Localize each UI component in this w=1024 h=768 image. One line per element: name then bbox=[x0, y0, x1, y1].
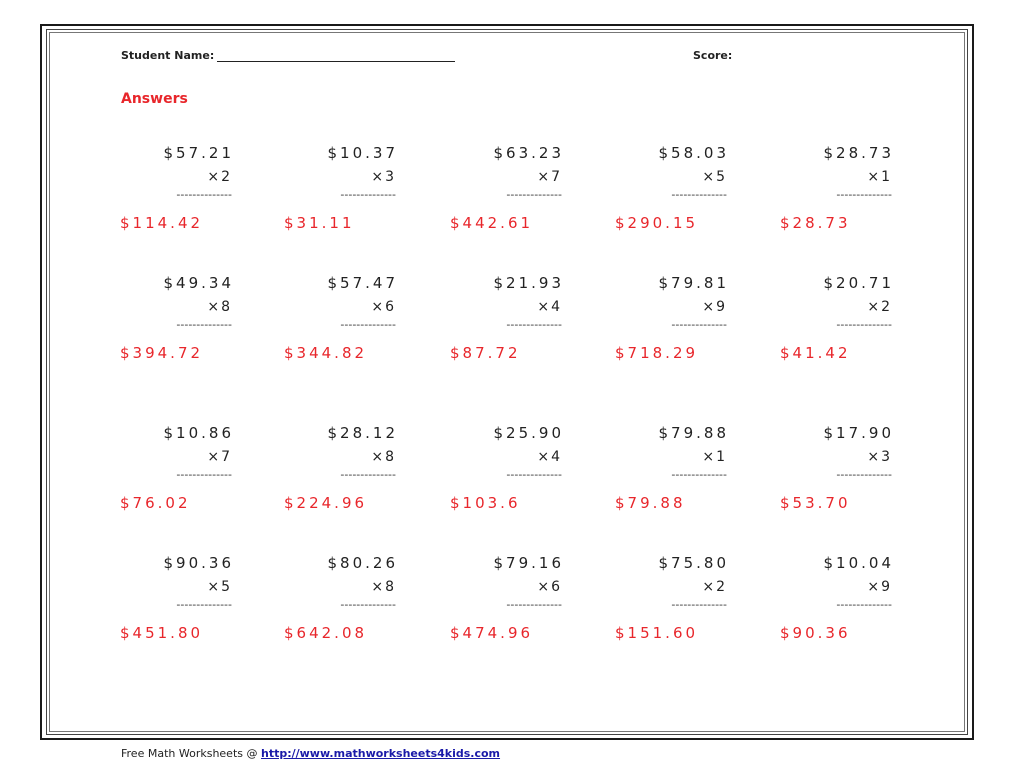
problem-multiplier: ×8 bbox=[371, 579, 396, 595]
problem-divider: -------------- bbox=[836, 468, 892, 481]
problem-amount: $57.47 bbox=[327, 274, 398, 292]
problem-amount: $10.86 bbox=[163, 424, 234, 442]
problem-multiplier: ×8 bbox=[207, 299, 232, 315]
problem-item bbox=[615, 554, 745, 654]
problem-divider: -------------- bbox=[506, 318, 562, 331]
problem-answer: $87.72 bbox=[450, 344, 521, 362]
problem-multiplier: ×3 bbox=[867, 449, 892, 465]
problem-answer: $76.02 bbox=[120, 494, 191, 512]
problem-answer: $31.11 bbox=[284, 214, 355, 232]
problem-multiplier: ×2 bbox=[867, 299, 892, 315]
problem-item bbox=[284, 144, 414, 244]
problem-multiplier: ×3 bbox=[371, 169, 396, 185]
problem-divider: -------------- bbox=[836, 188, 892, 201]
problem-multiplier: ×8 bbox=[371, 449, 396, 465]
problem-divider: -------------- bbox=[836, 598, 892, 611]
problem-multiplier: ×5 bbox=[702, 169, 727, 185]
problem-item bbox=[780, 274, 910, 374]
problem-amount: $20.71 bbox=[823, 274, 894, 292]
problem-divider: -------------- bbox=[340, 188, 396, 201]
problem-answer: $451.80 bbox=[120, 624, 204, 642]
problem-answer: $718.29 bbox=[615, 344, 699, 362]
problem-amount: $28.12 bbox=[327, 424, 398, 442]
problem-divider: -------------- bbox=[836, 318, 892, 331]
problem-answer: $394.72 bbox=[120, 344, 204, 362]
problem-amount: $79.88 bbox=[658, 424, 729, 442]
problem-amount: $17.90 bbox=[823, 424, 894, 442]
problem-answer: $90.36 bbox=[780, 624, 851, 642]
problem-item bbox=[284, 424, 414, 524]
problem-answer: $53.70 bbox=[780, 494, 851, 512]
problem-answer: $79.88 bbox=[615, 494, 686, 512]
answers-title: Answers bbox=[121, 91, 188, 107]
footer bbox=[121, 747, 500, 760]
problem-item bbox=[450, 424, 580, 524]
problem-item bbox=[120, 144, 250, 244]
problem-item bbox=[780, 144, 910, 244]
problem-divider: -------------- bbox=[176, 188, 232, 201]
problem-divider: -------------- bbox=[340, 598, 396, 611]
problem-multiplier: ×1 bbox=[702, 449, 727, 465]
problem-answer: $28.73 bbox=[780, 214, 851, 232]
problem-item bbox=[120, 274, 250, 374]
problem-multiplier: ×1 bbox=[867, 169, 892, 185]
problem-divider: -------------- bbox=[176, 598, 232, 611]
problem-divider: -------------- bbox=[340, 468, 396, 481]
problem-divider: -------------- bbox=[506, 598, 562, 611]
student-name-line bbox=[217, 51, 455, 62]
problem-divider: -------------- bbox=[506, 468, 562, 481]
problem-amount: $21.93 bbox=[493, 274, 564, 292]
problem-divider: -------------- bbox=[671, 318, 727, 331]
problem-amount: $79.81 bbox=[658, 274, 729, 292]
problem-multiplier: ×4 bbox=[537, 449, 562, 465]
problem-amount: $49.34 bbox=[163, 274, 234, 292]
problem-amount: $63.23 bbox=[493, 144, 564, 162]
problem-multiplier: ×2 bbox=[702, 579, 727, 595]
problem-multiplier: ×4 bbox=[537, 299, 562, 315]
problem-item bbox=[450, 274, 580, 374]
problem-item bbox=[284, 554, 414, 654]
problem-answer: $344.82 bbox=[284, 344, 368, 362]
problem-amount: $25.90 bbox=[493, 424, 564, 442]
problem-divider: -------------- bbox=[671, 468, 727, 481]
problem-amount: $58.03 bbox=[658, 144, 729, 162]
problem-divider: -------------- bbox=[671, 598, 727, 611]
problem-item bbox=[120, 554, 250, 654]
problem-item bbox=[450, 144, 580, 244]
problem-amount: $28.73 bbox=[823, 144, 894, 162]
problem-answer: $290.15 bbox=[615, 214, 699, 232]
problem-item bbox=[780, 424, 910, 524]
problem-multiplier: ×6 bbox=[371, 299, 396, 315]
student-name-label: Student Name: bbox=[121, 49, 215, 62]
problem-multiplier: ×7 bbox=[537, 169, 562, 185]
problem-multiplier: ×5 bbox=[207, 579, 232, 595]
problem-amount: $79.16 bbox=[493, 554, 564, 572]
problem-answer: $224.96 bbox=[284, 494, 368, 512]
problem-amount: $75.80 bbox=[658, 554, 729, 572]
problem-item bbox=[615, 424, 745, 524]
problem-item bbox=[615, 144, 745, 244]
problem-answer: $442.61 bbox=[450, 214, 534, 232]
problem-divider: -------------- bbox=[671, 188, 727, 201]
problem-answer: $474.96 bbox=[450, 624, 534, 642]
problem-multiplier: ×2 bbox=[207, 169, 232, 185]
problem-divider: -------------- bbox=[506, 188, 562, 201]
problem-item bbox=[615, 274, 745, 374]
problem-answer: $114.42 bbox=[120, 214, 204, 232]
problem-item bbox=[284, 274, 414, 374]
problem-item bbox=[780, 554, 910, 654]
problem-amount: $10.37 bbox=[327, 144, 398, 162]
problem-answer: $41.42 bbox=[780, 344, 851, 362]
problem-multiplier: ×6 bbox=[537, 579, 562, 595]
footer-text: Free Math Worksheets @ bbox=[121, 747, 261, 760]
problem-answer: $642.08 bbox=[284, 624, 368, 642]
problem-divider: -------------- bbox=[340, 318, 396, 331]
problem-amount: $57.21 bbox=[163, 144, 234, 162]
problem-item bbox=[450, 554, 580, 654]
problem-item bbox=[120, 424, 250, 524]
problem-answer: $103.6 bbox=[450, 494, 521, 512]
problem-amount: $90.36 bbox=[163, 554, 234, 572]
problem-multiplier: ×9 bbox=[867, 579, 892, 595]
problem-amount: $80.26 bbox=[327, 554, 398, 572]
student-name-field bbox=[121, 49, 455, 62]
problem-divider: -------------- bbox=[176, 468, 232, 481]
problem-answer: $151.60 bbox=[615, 624, 699, 642]
footer-link[interactable]: http://www.mathworksheets4kids.com bbox=[260, 747, 501, 760]
problem-multiplier: ×7 bbox=[207, 449, 232, 465]
problem-divider: -------------- bbox=[176, 318, 232, 331]
problem-amount: $10.04 bbox=[823, 554, 894, 572]
score-label: Score: bbox=[693, 49, 733, 62]
problem-multiplier: ×9 bbox=[702, 299, 727, 315]
